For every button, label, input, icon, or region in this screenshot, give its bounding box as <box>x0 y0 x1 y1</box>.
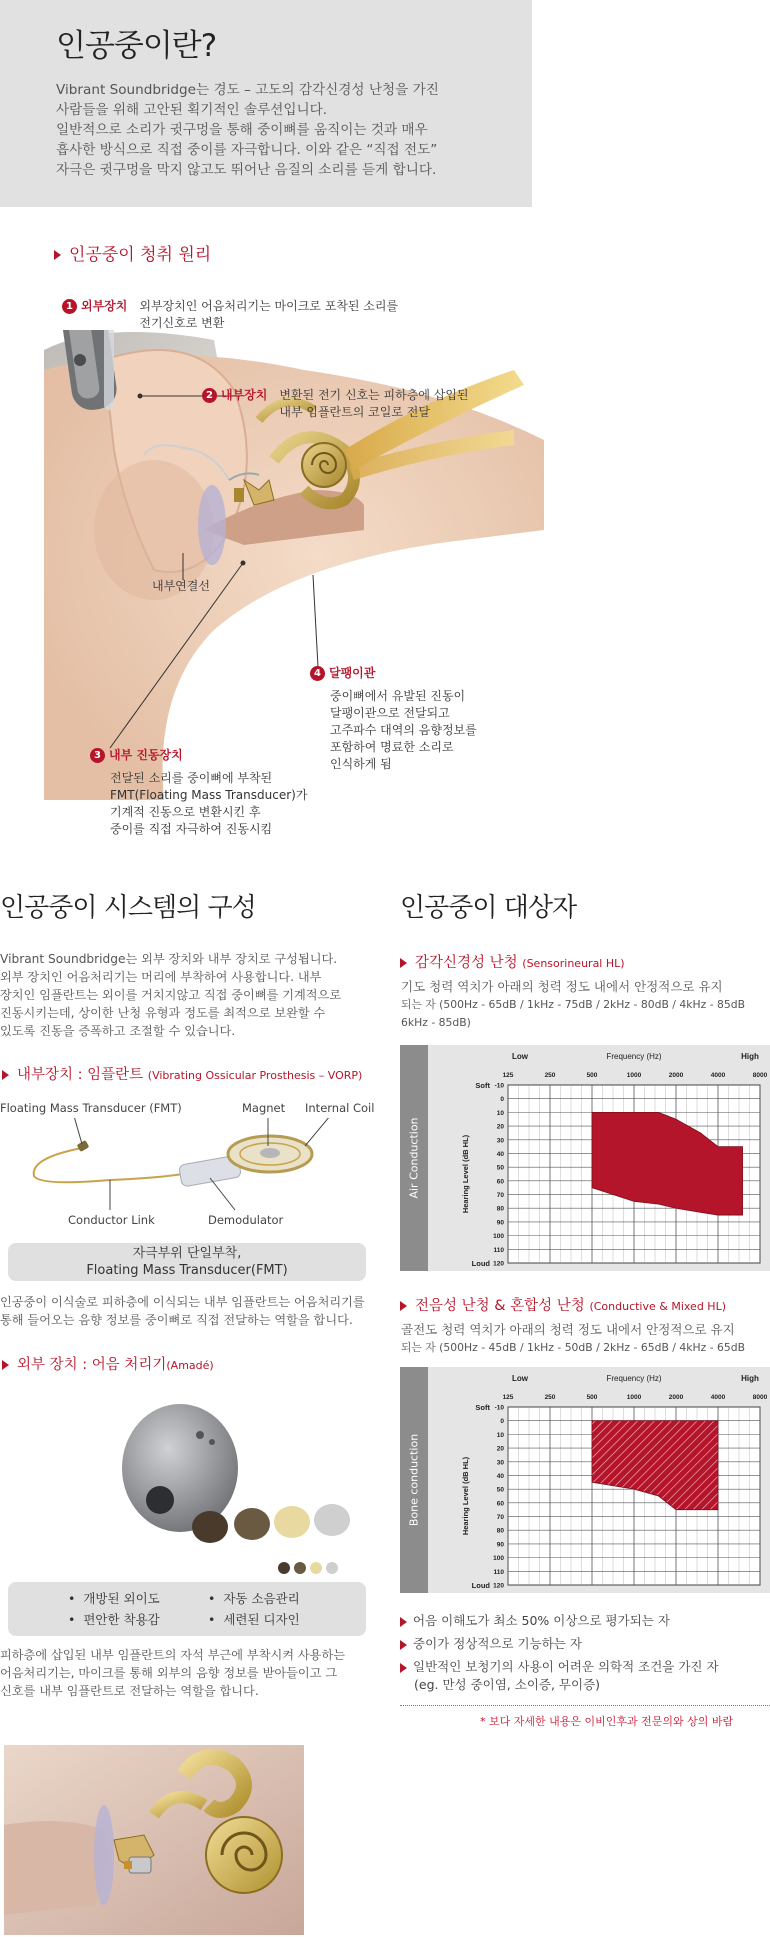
step-3-desc: 전달된 소리를 중이뼈에 부착된 FMT(Floating Mass Transducer)가 기계적 진동으로 변환시킨 후 중이를 직접 자극하여 진동시킴 <box>110 771 308 836</box>
freq-tick-label: 2000 <box>668 1072 684 1079</box>
freq-tick-label: 250 <box>544 1072 556 1079</box>
db-tick-label: 90 <box>496 1219 504 1227</box>
step-desc: 외부장치인 어음처리기는 마이크로 포착된 소리를 전기신호로 변환 <box>139 299 399 330</box>
dotted-divider <box>400 1705 770 1706</box>
implant-para: 인공중이 이식술로 피하층에 이식되는 내부 임플란트는 어음처리기를 통해 들어오는 음향 정보를 중이뼈로 직접 전달하는 역할을 합니다. <box>0 1295 365 1327</box>
db-tick-label: 100 <box>493 1555 504 1563</box>
conductive-heading: 전음성 난청 & 혼합성 난청 (Conductive & Mixed HL) <box>400 1294 726 1315</box>
feature-item: • 자동 소음관리 <box>208 1591 300 1606</box>
inner-ear-illustration <box>4 1745 304 1935</box>
db-tick-label: 30 <box>496 1459 504 1467</box>
y-axis-label: Hearing Level (dB HL) <box>461 1134 470 1214</box>
y-axis-label: Hearing Level (dB HL) <box>461 1456 470 1536</box>
internal-heading: 내부장치 : 임플란트 (Vibrating Ossicular Prosthesis – VORP) <box>2 1063 362 1084</box>
db-tick-label: 70 <box>496 1192 504 1200</box>
triangle-bullet-icon <box>400 1663 407 1673</box>
freq-high-label: High <box>741 1374 759 1383</box>
air-conduction-audiogram <box>400 1045 770 1271</box>
db-tick-label: -10 <box>494 1404 504 1412</box>
step-number: 3 <box>90 748 105 763</box>
criteria-item: 일반적인 보청기의 사용이 어려운 의학적 조건을 가진 자 <box>400 1658 770 1676</box>
step-4 <box>310 665 387 682</box>
loud-label: Loud <box>471 1259 490 1268</box>
conductive-para: 골전도 청력 역치가 아래의 청력 정도 내에서 안정적으로 유지 되는 자 (500Hz - 45dB / 1kHz - 50dB / 2kHz - 65dB / 4kHz - 65dB <box>401 1322 746 1354</box>
color-swatch[interactable] <box>310 1562 322 1574</box>
freq-axis-label: Frequency (Hz) <box>606 1374 662 1383</box>
triangle-bullet-icon <box>400 958 407 968</box>
freq-tick-label: 500 <box>586 1072 598 1079</box>
processor-illustration <box>120 1390 360 1560</box>
sensorineural-heading: 감각신경성 난청 (Sensorineural HL) <box>400 951 625 972</box>
audiogram-side: Bone conduction <box>400 1367 428 1593</box>
freq-low-label: Low <box>512 1374 528 1383</box>
freq-high-label: High <box>741 1052 759 1061</box>
triangle-bullet-icon <box>400 1301 407 1311</box>
intro-title: 인공중이란? <box>56 28 217 64</box>
step-number: 2 <box>202 388 217 403</box>
intro-line: Vibrant Soundbridge는 경도 – 고도의 감각신경성 난청을 가진 <box>56 82 439 98</box>
db-tick-label: 30 <box>496 1137 504 1145</box>
color-swatch[interactable] <box>294 1562 306 1574</box>
db-tick-label: 80 <box>496 1205 504 1213</box>
step-4-desc: 중이뼈에서 유발된 진동이 달팽이관으로 전달되고 고주파수 대역의 음향정보를 포함하여 명료한 소리로 인식하게 됨 <box>330 689 477 771</box>
db-tick-label: 20 <box>496 1123 504 1131</box>
step-3 <box>90 747 195 764</box>
sensorineural-para: 기도 청력 역치가 아래의 청력 정도 내에서 안정적으로 유지 되는 자 (500Hz - 65dB / 1kHz - 75dB / 2kHz - 80dB / 4kHz - 85dB 6kHz - 85dB) <box>401 979 746 1029</box>
label-demodulator: Demodulator <box>208 1213 284 1227</box>
db-tick-label: 120 <box>493 1260 504 1268</box>
freq-tick-label: 125 <box>502 1072 514 1079</box>
db-tick-label: 0 <box>500 1418 504 1426</box>
principle-heading: 인공중이 청취 원리 <box>54 240 211 265</box>
loud-label: Loud <box>471 1581 490 1590</box>
label-link: Conductor Link <box>68 1213 155 1227</box>
criteria-item-sub: (eg. 만성 중이염, 소이증, 무이증) <box>414 1677 601 1692</box>
label-coil: Internal Coil <box>305 1101 375 1115</box>
criteria-item: 중이가 정상적으로 기능하는 자 <box>400 1635 770 1653</box>
system-title: 인공중이 시스템의 구성 <box>0 893 256 923</box>
audiogram-side: Air Conduction <box>400 1045 428 1271</box>
color-swatch[interactable] <box>278 1562 290 1574</box>
freq-tick-label: 1000 <box>626 1072 642 1079</box>
db-tick-label: 50 <box>496 1164 504 1172</box>
freq-tick-label: 4000 <box>710 1394 726 1401</box>
features-row <box>68 1609 366 1630</box>
step-key: 외부장치 <box>81 299 128 313</box>
connector-label: 내부연결선 <box>152 579 210 593</box>
audiogram-chart <box>428 1367 770 1593</box>
bone-conduction-audiogram <box>400 1367 770 1593</box>
step-key: 내부장치 <box>221 388 268 402</box>
features-row <box>68 1588 366 1609</box>
soft-label: Soft <box>475 1403 490 1412</box>
step-key: 달팽이관 <box>329 666 376 680</box>
step-number: 4 <box>310 666 325 681</box>
step-2 <box>202 387 469 421</box>
db-tick-label: 10 <box>496 1109 504 1117</box>
triangle-bullet-icon <box>400 1640 407 1650</box>
freq-tick-label: 4000 <box>710 1072 726 1079</box>
fmt-box: 자극부위 단일부착, Floating Mass Transducer(FMT) <box>8 1243 366 1281</box>
db-tick-label: 40 <box>496 1150 504 1158</box>
intro-line: 자극은 귓구멍을 막지 않고도 뛰어난 음질의 소리를 듣게 합니다. <box>56 162 437 178</box>
triangle-bullet-icon <box>2 1070 9 1080</box>
freq-tick-label: 1000 <box>626 1394 642 1401</box>
db-tick-label: 0 <box>500 1096 504 1104</box>
system-para: Vibrant Soundbridge는 외부 장치와 내부 장치로 구성됩니다. 외부 장치인 어음처리기는 머리에 부착하여 사용합니다. 내부 장치인 임플란트는 외이를 거치지않고 직접 중이뼈를 기계적으로 진동시키는데, 상이한 난청 유형과 정도를 최적으로 보완할 수 있도록 진동을 증폭하고 조절할 수 있습니다. <box>0 952 342 1038</box>
freq-axis-label: Frequency (Hz) <box>606 1052 662 1061</box>
color-swatches <box>278 1559 338 1578</box>
db-tick-label: 50 <box>496 1486 504 1494</box>
db-tick-label: 90 <box>496 1541 504 1549</box>
db-tick-label: 60 <box>496 1500 504 1508</box>
db-tick-label: 120 <box>493 1582 504 1590</box>
soft-label: Soft <box>475 1081 490 1090</box>
freq-tick-label: 8000 <box>752 1072 768 1079</box>
processor-para: 피하층에 삽입된 내부 임플란트의 자석 부근에 부착시켜 사용하는 어음처리기는, 마이크를 통해 외부의 음향 정보를 받아들이고 그 신호를 내부 임플란트로 전달하는 역할을 합니다. <box>0 1648 345 1698</box>
freq-tick-label: 250 <box>544 1394 556 1401</box>
db-tick-label: 100 <box>493 1233 504 1241</box>
db-tick-label: 10 <box>496 1431 504 1439</box>
intro-line: 일반적으로 소리가 귓구멍을 통해 중이뼈를 움직이는 것과 매우 <box>56 122 428 138</box>
audiogram-chart <box>428 1045 770 1271</box>
triangle-bullet-icon <box>400 1617 407 1627</box>
db-tick-label: 60 <box>496 1178 504 1186</box>
step-desc: 변환된 전기 신호는 피하층에 삽입된 내부 임플란트의 코일로 전달 <box>279 388 469 419</box>
triangle-bullet-icon <box>2 1360 9 1370</box>
color-swatch[interactable] <box>326 1562 338 1574</box>
features-box <box>8 1582 366 1636</box>
candidates-title: 인공중이 대상자 <box>400 893 577 923</box>
consult-note: * 보다 자세한 내용은 이비인후과 전문의와 상의 바람 <box>480 1715 734 1728</box>
step-1 <box>62 298 398 332</box>
db-tick-label: 40 <box>496 1472 504 1480</box>
label-magnet: Magnet <box>242 1101 286 1115</box>
step-key: 내부 진동장치 <box>109 748 183 762</box>
intro-line: 흡사한 방식으로 직접 중이를 자극합니다. 이와 같은 “직접 전도” <box>56 142 438 158</box>
freq-low-label: Low <box>512 1052 528 1061</box>
feature-item: • 세련된 디자인 <box>208 1612 300 1627</box>
db-tick-label: 70 <box>496 1514 504 1522</box>
db-tick-label: 110 <box>493 1568 504 1576</box>
feature-item: • 개방된 외이도 <box>68 1591 160 1606</box>
db-tick-label: 20 <box>496 1445 504 1453</box>
label-fmt: Floating Mass Transducer (FMT) <box>0 1101 182 1115</box>
intro-line: 사람들을 위해 고안된 획기적인 솔루션입니다. <box>56 102 328 118</box>
criteria-list <box>400 1612 770 1694</box>
db-tick-label: 80 <box>496 1527 504 1535</box>
freq-tick-label: 2000 <box>668 1394 684 1401</box>
step-number: 1 <box>62 299 77 314</box>
freq-tick-label: 500 <box>586 1394 598 1401</box>
external-heading: 외부 장치 : 어음 처리기(Amadé) <box>2 1353 214 1374</box>
implant-illustration <box>20 1118 370 1218</box>
freq-tick-label: 8000 <box>752 1394 768 1401</box>
db-tick-label: -10 <box>494 1082 504 1090</box>
feature-item: • 편안한 착용감 <box>68 1612 160 1627</box>
freq-tick-label: 125 <box>502 1394 514 1401</box>
criteria-item: 어음 이해도가 최소 50% 이상으로 평가되는 자 <box>400 1612 770 1630</box>
db-tick-label: 110 <box>493 1246 504 1254</box>
